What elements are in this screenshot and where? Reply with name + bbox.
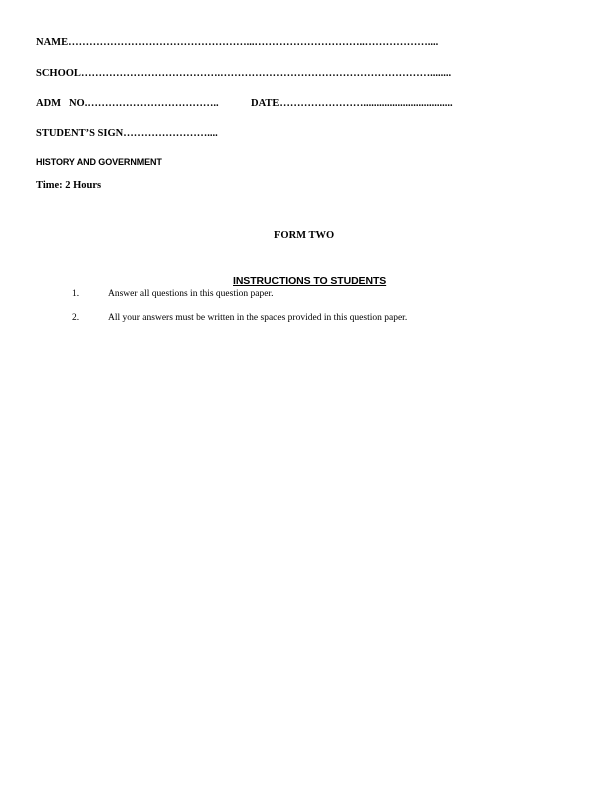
name-blank-line[interactable]: ……………………………………………...…………………………..……………….... [68, 37, 439, 48]
school-label: SCHOOL [36, 68, 81, 79]
time-allowed: Time: 2 Hours [36, 180, 102, 191]
students-sign-label: STUDENT’S SIGN [36, 128, 124, 139]
school-blank-line[interactable]: ………………………………….……………………………………………………........ [80, 68, 452, 79]
adm-no-label: ADM NO. [36, 98, 88, 109]
adm-no-field[interactable] [36, 98, 219, 109]
date-field[interactable] [251, 98, 453, 109]
instruction-text: Answer all questions in this question paper. [108, 289, 274, 299]
school-field[interactable] [36, 68, 451, 79]
instruction-number: 2. [72, 313, 80, 323]
name-label: NAME [36, 37, 69, 48]
instruction-text: All your answers must be written in the spaces provided in this question paper. [108, 313, 408, 323]
date-blank-line[interactable]: …………………….................................. [279, 98, 453, 109]
students-sign-field[interactable] [36, 128, 218, 139]
form-level-text: FORM TWO [274, 230, 335, 241]
instruction-number: 1. [72, 289, 80, 299]
name-field[interactable] [36, 37, 438, 48]
date-label: DATE [251, 98, 280, 109]
students-sign-blank-line[interactable]: …………………….... [123, 128, 218, 139]
instructions-heading: INSTRUCTIONS TO STUDENTS [233, 275, 387, 287]
subject-title: HISTORY AND GOVERNMENT [36, 157, 162, 167]
adm-no-blank-line[interactable]: ……………………………….. [87, 98, 219, 109]
